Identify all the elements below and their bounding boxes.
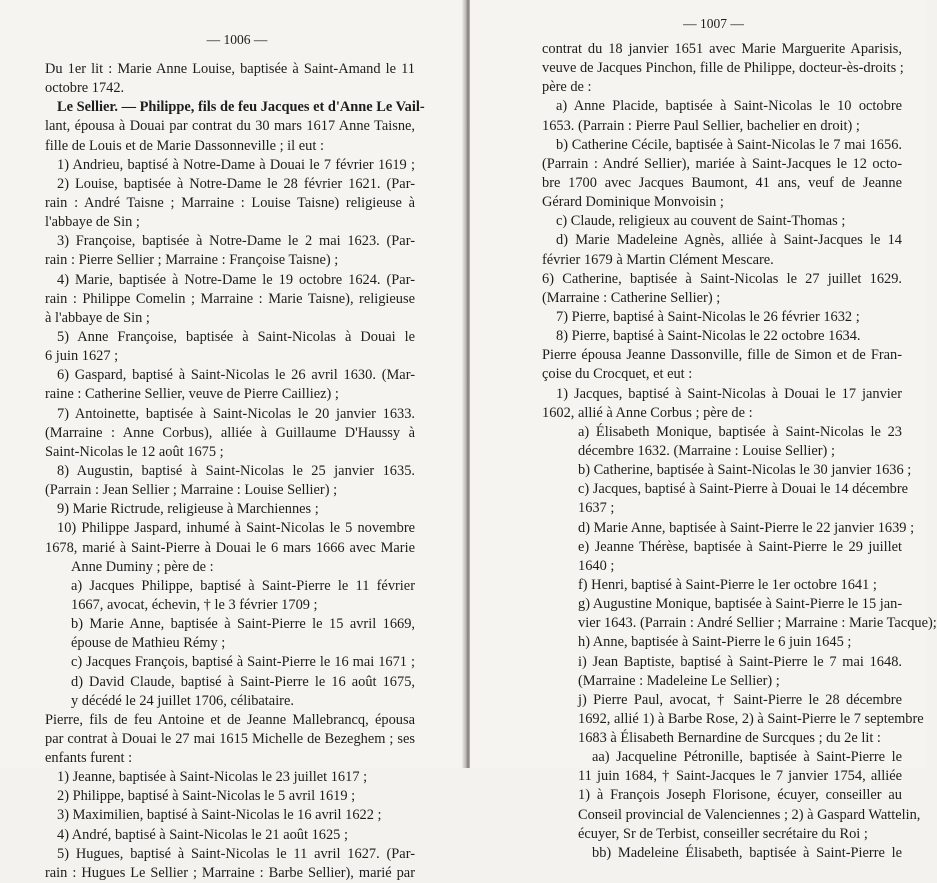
text-line: 3) Maximilien, baptisé à Saint-Nicolas le 16 avril 1622 ;	[57, 807, 382, 824]
text-line: d) Marie Anne, baptisée à Saint-Pierre le 22 janvier 1639 ;	[578, 519, 915, 536]
text-line: février 1679 à Martin Clément Mescare.	[542, 251, 774, 268]
text-line: enfants furent :	[45, 750, 133, 767]
text-line: 4) Marie, baptisée à Notre-Dame le 19 octobre 1624. (Par-	[57, 271, 415, 288]
text-line: j) Pierre Paul, avocat, † Saint-Pierre le 28 décembre	[578, 691, 902, 708]
text-line: g) Augustine Monique, baptisée à Saint-Pierre le 15 jan-	[578, 596, 903, 613]
text-line: a) Anne Placide, baptisée à Saint-Nicolas le 10 octobre	[556, 98, 902, 115]
text-line: bre 1700 avec Jacques Baumont, 41 ans, veuf de Jeanne	[542, 174, 902, 191]
text-line: 1692, allié 1) à Barbe Rose, 2) à Saint-Pierre le 7 septembre	[578, 710, 924, 727]
text-line: bb) Madeleine Élisabeth, baptisée à Saint-Pierre le	[592, 844, 902, 861]
left-page	[0, 0, 466, 881]
text-line: (Marraine : Anne Corbus), alliée à Guillaume D'Haussy à	[45, 424, 415, 441]
text-line: c) Claude, religieux au couvent de Saint-Thomas ;	[556, 213, 846, 230]
text-line: Le Sellier. — Philippe, fils de feu Jacques et d'Anne Le Vail-	[57, 99, 425, 116]
text-line: rain : Philippe Comelin ; Marraine : Marie Taisne), religieuse	[45, 290, 415, 307]
text-line: 1667, avocat, échevin, † le 3 février 1709 ;	[71, 596, 318, 613]
text-line: 1683 à Élisabeth Bernardine de Surcques ; du 2e lit :	[578, 730, 881, 747]
text-line: 1) Jacques, baptisé à Saint-Nicolas à Douai le 17 janvier	[556, 385, 902, 402]
text-line: fille de Louis et de Marie Dassonneville ; il eut :	[45, 137, 324, 154]
text-line: a) Jacques Philippe, baptisé à Saint-Pierre le 11 février	[71, 577, 415, 594]
text-line: rain : Hugues Le Sellier ; Marraine : Barbe Sellier), marié par	[45, 864, 415, 881]
text-line: 9) Marie Rictrude, religieuse à Marchiennes ;	[57, 501, 319, 518]
page-text	[542, 40, 937, 863]
page-number: — 1006 —	[206, 32, 268, 47]
text-line: aa) Jacqueline Pétronille, baptisée à Saint-Pierre le	[592, 749, 902, 766]
text-line: 7) Antoinette, baptisée à Saint-Nicolas le 20 janvier 1633.	[57, 405, 415, 422]
text-line: 1) à François Joseph Florisone, écuyer, conseiller au	[578, 787, 902, 804]
text-line: 10) Philippe Jaspard, inhumé à Saint-Nicolas le 5 novembre	[57, 520, 415, 537]
text-line: d) Marie Madeleine Agnès, alliée à Saint-Jacques le 14	[556, 232, 902, 249]
text-line: 1) Jeanne, baptisée à Saint-Nicolas le 23 juillet 1617 ;	[57, 769, 368, 786]
text-line: lant, épousa à Douai par contrat du 30 mars 1617 Anne Taisne,	[45, 118, 415, 135]
text-line: a) Élisabeth Monique, baptisée à Saint-Nicolas le 23	[578, 423, 902, 440]
text-line: 7) Pierre, baptisé à Saint-Nicolas le 26 février 1632 ;	[556, 308, 860, 325]
text-line: 6) Gaspard, baptisé à Saint-Nicolas le 26 avril 1630. (Mar-	[57, 367, 415, 384]
text-line: (Parrain : André Sellier), mariée à Saint-Jacques le 12 octo-	[542, 155, 902, 172]
text-line: à l'abbaye de Sin ;	[45, 309, 150, 326]
text-line: 1602, allié à Anne Corbus ; père de :	[542, 404, 753, 421]
text-line: 4) André, baptisé à Saint-Nicolas le 21 août 1625 ;	[57, 826, 348, 843]
text-line: 8) Pierre, baptisé à Saint-Nicolas le 22 octobre 1634.	[556, 328, 861, 345]
text-line: décembre 1632. (Marraine : Louise Sellier) ;	[578, 442, 835, 459]
text-line: 1640 ;	[578, 557, 615, 574]
text-line: i) Jean Baptiste, baptisé à Saint-Pierre le 7 mai 1648.	[578, 653, 902, 670]
text-line: 1) Andrieu, baptisé à Notre-Dame à Douai le 7 février 1619 ;	[57, 156, 415, 173]
text-line: Anne Duminy ; père de :	[71, 558, 214, 575]
page-text	[45, 60, 425, 883]
text-line: père de :	[542, 79, 592, 96]
text-line: 1637 ;	[578, 500, 615, 517]
text-line: 2) Philippe, baptisé à Saint-Nicolas le 5 avril 1619 ;	[57, 788, 356, 805]
text-line: y décédé le 24 juillet 1706, célibataire.	[71, 692, 294, 709]
text-line: 5) Hugues, baptisé à Saint-Nicolas le 11 avril 1627. (Par-	[57, 845, 415, 862]
text-line: Pierre épousa Jeanne Dassonville, fille de Simon et de Fran-	[542, 347, 902, 364]
text-line: raine : Catherine Sellier, veuve de Pierre Cailliez) ;	[45, 386, 339, 403]
text-line: (Marraine : Catherine Sellier) ;	[542, 289, 721, 306]
text-line: 6) Catherine, baptisée à Saint-Nicolas le 27 juillet 1629.	[542, 270, 902, 287]
text-line: contrat du 18 janvier 1651 avec Marie Marguerite Aparisis,	[542, 41, 902, 57]
text-line: 2) Louise, baptisée à Notre-Dame le 28 février 1621. (Par-	[57, 175, 415, 192]
text-line: c) Jacques François, baptisé à Saint-Pierre le 16 mai 1671 ;	[71, 654, 415, 671]
text-line: b) Catherine Cécile, baptisée à Saint-Nicolas le 7 mai 1656.	[556, 136, 902, 153]
text-line: Du 1er lit : Marie Anne Louise, baptisée à Saint-Amand le 11	[45, 61, 415, 77]
text-line: 6 juin 1627 ;	[45, 348, 119, 365]
text-line: rain : Pierre Sellier ; Marraine : Françoise Taisne) ;	[45, 252, 339, 269]
text-line: f) Henri, baptisé à Saint-Pierre le 1er octobre 1641 ;	[578, 576, 877, 593]
text-line: l'abbaye de Sin ;	[45, 214, 140, 231]
text-line: Gérard Dominique Monvoisin ;	[542, 194, 724, 211]
text-line: Pierre, fils de feu Antoine et de Jeanne Mallebrancq, épousa	[45, 711, 415, 728]
text-line: rain : André Taisne ; Marraine : Louise Taisne) religieuse à	[45, 194, 415, 211]
page-number: — 1007 —	[683, 16, 744, 31]
text-line: 1678, marié à Saint-Pierre à Douai le 6 mars 1666 avec Marie	[45, 539, 415, 556]
text-line: vier 1643. (Parrain : André Sellier ; Marraine : Marie Tacque);	[578, 615, 937, 632]
text-line: 3) Françoise, baptisée à Notre-Dame le 2 mai 1623. (Par-	[57, 233, 415, 250]
text-line: e) Jeanne Thérèse, baptisée à Saint-Pierre le 29 juillet	[578, 538, 902, 555]
text-line: veuve de Jacques Pinchon, fille de Philippe, docteur-ès-droits ;	[542, 60, 904, 77]
text-line: par contrat à Douai le 27 mai 1615 Michelle de Bezeghem ; ses	[45, 730, 415, 747]
text-line: Saint-Nicolas le 12 août 1675 ;	[45, 443, 224, 460]
text-line: 11 juin 1684, † Saint-Jacques le 7 janvier 1754, alliée	[578, 768, 902, 785]
text-line: épouse de Mathieu Rémy ;	[71, 635, 226, 652]
text-line: c) Jacques, baptisé à Saint-Pierre à Douai le 14 décembre	[578, 481, 909, 498]
text-line: 5) Anne Françoise, baptisée à Saint-Nicolas à Douai le	[57, 328, 415, 345]
text-line: octobre 1742.	[45, 80, 125, 97]
text-line: b) Catherine, baptisée à Saint-Nicolas le 30 janvier 1636 ;	[578, 462, 912, 479]
text-line: çoise du Crocquet, et eut :	[542, 366, 693, 383]
text-line: b) Marie Anne, baptisée à Saint-Pierre le 15 avril 1669,	[71, 616, 415, 633]
text-line: 8) Augustin, baptisé à Saint-Nicolas le 25 janvier 1635.	[57, 462, 415, 479]
text-line: écuyer, Sr de Terbist, conseiller secrétaire du Roi ;	[578, 825, 868, 842]
text-line: Conseil provincial de Valenciennes ; 2) à Gaspard Wattelin,	[578, 806, 921, 823]
text-line: d) David Claude, baptisé à Saint-Pierre le 16 août 1675,	[71, 673, 415, 690]
text-line: h) Anne, baptisée à Saint-Pierre le 6 juin 1645 ;	[578, 634, 852, 651]
text-line: (Marraine : Madeleine Le Sellier) ;	[578, 672, 780, 689]
text-line: (Parrain : Jean Sellier ; Marraine : Louise Sellier) ;	[45, 482, 338, 499]
text-line: 1653. (Parrain : Pierre Paul Sellier, bachelier en droit) ;	[542, 117, 860, 134]
right-page	[470, 0, 937, 861]
